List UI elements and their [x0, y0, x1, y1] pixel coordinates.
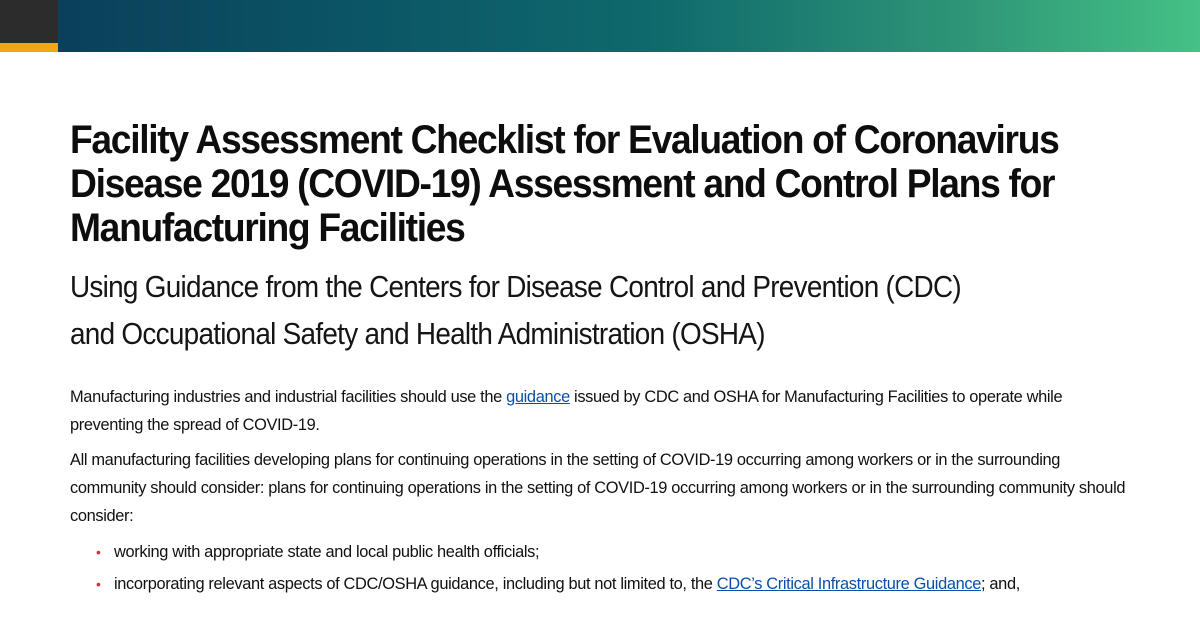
subtitle-line-2: and Occupational Safety and Health Administration (OSHA): [70, 315, 765, 351]
page-subtitle: [70, 264, 1060, 357]
intro-text-before: Manufacturing industries and industrial facilities should use the: [70, 388, 507, 406]
considerations-list: [70, 538, 1130, 598]
page-title: Facility Assessment Checklist for Evaluation of Coronavirus Disease 2019 (COVID-19) Assessment and Control Plans for Manufacturing Facilities: [70, 118, 1059, 250]
document-body: [70, 118, 1130, 602]
considerations-paragraph: All manufacturing facilities developing plans for continuing operations in the setting of COVID-19 occurring among workers or in the surrounding community should consider: plans for continuing operations in the setting of COVID-19 occurring among workers or in the surrounding community should consider:: [70, 451, 1126, 525]
list-item-text-before: incorporating relevant aspects of CDC/OSHA guidance, including but not limited to, the: [114, 575, 717, 593]
list-item-text: working with appropriate state and local public health officials;: [114, 543, 540, 561]
intro-text-after: issued by CDC and OSHA for Manufacturing Facilities to operate while preventing the spread of COVID-19.: [70, 388, 1063, 434]
intro-paragraph: [70, 383, 1130, 439]
header-banner: [0, 0, 1200, 52]
list-item-text-after: ; and,: [981, 575, 1020, 593]
corner-accent-stripe: [0, 43, 58, 52]
list-item: [96, 570, 1130, 598]
guidance-link[interactable]: guidance: [506, 388, 570, 406]
bullet-icon: •: [96, 544, 101, 560]
critical-infrastructure-guidance-link[interactable]: CDC’s Critical Infrastructure Guidance: [716, 575, 981, 593]
subtitle-line-1: Using Guidance from the Centers for Disease Control and Prevention (CDC): [70, 269, 961, 304]
list-item: [96, 538, 1130, 566]
bullet-icon: •: [96, 576, 101, 592]
